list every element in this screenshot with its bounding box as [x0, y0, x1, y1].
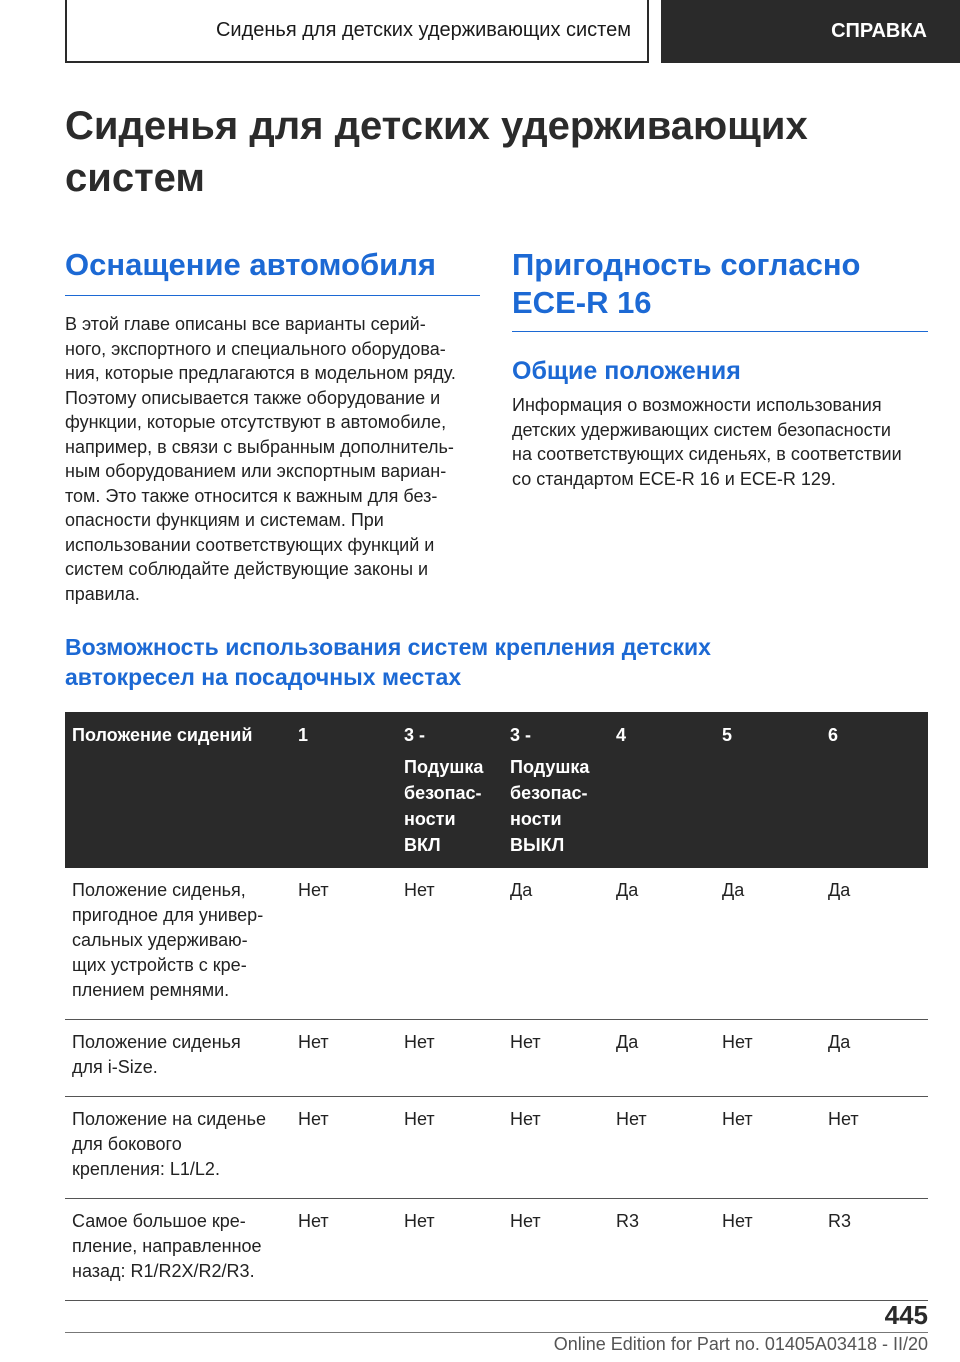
row-label-line: щих устройств с кре-	[72, 955, 247, 975]
suitability-heading	[512, 246, 928, 322]
header-seat-3-airbag-off	[503, 712, 609, 868]
row-label-line: Положение на сиденье	[72, 1109, 266, 1129]
table-cell: Да	[715, 868, 821, 1020]
row-label-line: крепления: L1/L2.	[72, 1159, 220, 1179]
row-label-line: Положение сиденья,	[72, 880, 246, 900]
equipment-line: использовании соответствующих функций и	[65, 534, 435, 555]
equipment-line: ным оборудованием или экспортным вариан-	[65, 461, 447, 481]
header-airbag-line: ВКЛ	[404, 835, 441, 855]
header-airbag-line: ности	[404, 809, 456, 829]
table-cell: Нет	[397, 1097, 503, 1199]
table-cell: Нет	[503, 1020, 609, 1097]
equipment-paragraph	[65, 312, 480, 606]
header-seat-6: 6	[821, 712, 928, 868]
general-provisions-line: на соответствующих сиденьях, в соответствии	[512, 444, 902, 464]
header-seat-3-airbag-on	[397, 712, 503, 868]
header-seat-4: 4	[609, 712, 715, 868]
equipment-line: правила.	[65, 583, 140, 604]
anchorage-heading-line-2: автокресел на посадочных местах	[65, 664, 462, 690]
equipment-line: ния, которые предлагаются в модельном ряду.	[65, 363, 456, 383]
suitability-heading-rule	[512, 331, 928, 332]
table-row	[65, 1199, 928, 1301]
header-seat-number: 3 -	[510, 725, 532, 745]
equipment-line: В этой главе описаны все варианты серий-	[65, 314, 426, 334]
table-cell: Нет	[715, 1020, 821, 1097]
header-chapter-label: СПРАВКА	[661, 0, 960, 63]
table-cell: R3	[821, 1199, 928, 1301]
table-cell: Нет	[715, 1097, 821, 1199]
header-airbag-line: безопас-	[404, 783, 482, 803]
row-label-line: сальных удерживаю-	[72, 930, 248, 950]
page-title	[65, 100, 925, 204]
table-cell: Нет	[397, 1199, 503, 1301]
table-cell: Нет	[503, 1199, 609, 1301]
general-provisions-line: со стандартом ECE-R 16 и ECE-R 129.	[512, 468, 836, 489]
table-cell: Нет	[821, 1097, 928, 1199]
header-seat-position: Положение сидений	[65, 712, 291, 868]
general-provisions-line: детских удерживающих систем безопасности	[512, 419, 891, 440]
page-title-line-2: систем	[65, 156, 205, 200]
equipment-heading: Оснащение автомобиля	[65, 247, 436, 282]
general-provisions-heading: Общие положения	[512, 357, 741, 385]
footer-edition-text: Online Edition for Part no. 01405A03418 - II/20	[553, 1334, 928, 1354]
header-seat-1: 1	[291, 712, 397, 868]
right-column	[512, 246, 928, 491]
equipment-line: систем соблюдайте действующие законы и	[65, 559, 429, 579]
row-label	[65, 1097, 291, 1199]
header-seat-number: 3 -	[404, 725, 426, 745]
table-header-row	[65, 712, 928, 868]
equipment-line: ного, экспортного и специального оборудова-	[65, 338, 446, 359]
table-cell: Нет	[715, 1199, 821, 1301]
table-row	[65, 868, 928, 1020]
row-label-line: Самое большое кре-	[72, 1211, 246, 1231]
page-number: 445	[884, 1300, 928, 1330]
header-airbag-line: Подушка	[404, 757, 484, 777]
equipment-line: функции, которые отсутствуют в автомобиле,	[65, 412, 447, 432]
header-section-label: Сиденья для детских удерживающих систем	[65, 0, 649, 63]
anchorage-heading-line-1: Возможность использования систем крепления детских	[65, 634, 711, 660]
table-cell: Нет	[291, 1020, 397, 1097]
footer-rule	[65, 1332, 928, 1333]
equipment-line: том. Это также относится к важным для без-	[65, 485, 438, 506]
table-cell: Нет	[397, 1020, 503, 1097]
page-title-line-1: Сиденья для детских удерживающих	[65, 104, 808, 148]
general-provisions-paragraph	[512, 393, 928, 491]
suitability-heading-line-2: ECE-R 16	[512, 285, 652, 320]
table-cell: Да	[503, 868, 609, 1020]
table-row	[65, 1020, 928, 1097]
table-cell: Нет	[291, 1097, 397, 1199]
header-airbag-line: Подушка	[510, 757, 590, 777]
left-column	[65, 246, 480, 606]
header-airbag-line: ности	[510, 809, 562, 829]
general-provisions-line: Информация о возможности использования	[512, 395, 882, 415]
row-label-line: пление, направленное	[72, 1236, 262, 1256]
equipment-line: например, в связи с выбранным дополнитель-	[65, 436, 454, 457]
table-cell: Нет	[503, 1097, 609, 1199]
table-cell: Да	[821, 868, 928, 1020]
table-cell: Да	[609, 1020, 715, 1097]
seat-compatibility-table	[65, 712, 928, 1301]
row-label	[65, 1020, 291, 1097]
header-airbag-label	[404, 754, 495, 858]
table-row	[65, 1097, 928, 1199]
table-cell: R3	[609, 1199, 715, 1301]
anchorage-compatibility-heading	[65, 632, 925, 692]
table-cell: Да	[821, 1020, 928, 1097]
table-cell: Нет	[291, 868, 397, 1020]
row-label	[65, 868, 291, 1020]
header-seat-5: 5	[715, 712, 821, 868]
row-label-line: Положение сиденья	[72, 1032, 241, 1052]
row-label	[65, 1199, 291, 1301]
header-airbag-line: ВЫКЛ	[510, 835, 565, 855]
header-airbag-label	[510, 754, 601, 858]
row-label-line: назад: R1/R2X/R2/R3.	[72, 1261, 255, 1281]
equipment-heading-rule	[65, 295, 480, 296]
equipment-line: опасности функциям и системам. При	[65, 510, 384, 530]
table-cell: Да	[609, 868, 715, 1020]
row-label-line: пригодное для универ-	[72, 905, 264, 925]
row-label-line: для бокового	[72, 1134, 182, 1154]
suitability-heading-line-1: Пригодность согласно	[512, 247, 861, 282]
table-cell: Нет	[291, 1199, 397, 1301]
equipment-line: Поэтому описывается также оборудование и	[65, 387, 441, 408]
table-cell: Нет	[397, 868, 503, 1020]
row-label-line: плением ремнями.	[72, 980, 230, 1000]
table-cell: Нет	[609, 1097, 715, 1199]
row-label-line: для i-Size.	[72, 1057, 158, 1077]
header-airbag-line: безопас-	[510, 783, 588, 803]
